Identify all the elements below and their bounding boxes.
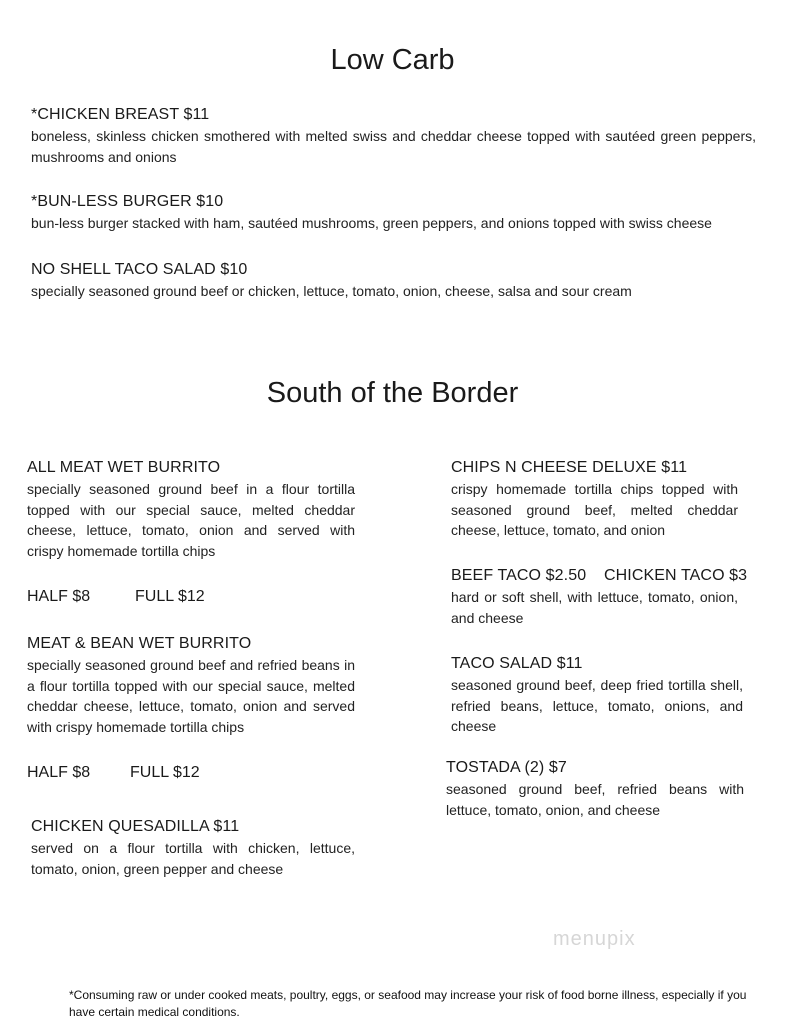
menu-item-tostada [446, 759, 744, 820]
item-description: specially seasoned ground beef or chicken, lettuce, tomato, onion, cheese, salsa and sour cream [31, 283, 632, 299]
item-name: *BUN-LESS BURGER $10 [31, 193, 224, 210]
item-name: TOSTADA (2) $7 [446, 759, 567, 776]
item-name: NO SHELL TACO SALAD $10 [31, 261, 248, 278]
chicken-taco-label: CHICKEN TACO $3 [604, 567, 748, 584]
menu-item-chicken-quesadilla [31, 818, 355, 879]
menu-item-tacos [451, 567, 748, 628]
item-name: ALL MEAT WET BURRITO [27, 459, 221, 476]
menu-item-bunless-burger [31, 193, 761, 234]
low-carb-title: Low Carb [330, 44, 455, 76]
item-description: specially seasoned ground beef in a flour tortilla topped with our special sauce, melted cheddar cheese, lettuce, tomato, onion and served with crispy homemade tortilla chips [27, 481, 355, 559]
menupix-watermark: menupix [553, 928, 636, 950]
half-price: HALF $8 [27, 588, 91, 605]
item-description: seasoned ground beef, refried beans with lettuce, tomato, onion, and cheese [446, 781, 744, 818]
item-name: MEAT & BEAN WET BURRITO [27, 635, 252, 652]
menu-item-chicken-breast [31, 106, 756, 167]
item-description: bun-less burger stacked with ham, sautéed mushrooms, green peppers, and onions topped with swiss cheese [31, 215, 712, 231]
food-safety-disclaimer: *Consuming raw or under cooked meats, poultry, eggs, or seafood may increase your risk of food borne illness, especially if you have certain medical conditions. [69, 988, 747, 1019]
price-options [27, 764, 200, 782]
menu-item-taco-salad [451, 655, 743, 737]
full-price: FULL $12 [135, 588, 205, 605]
item-description: served on a flour tortilla with chicken, lettuce, tomato, onion, green pepper and cheese [31, 840, 355, 877]
item-name: TACO SALAD $11 [451, 655, 583, 672]
item-name: CHICKEN QUESADILLA $11 [31, 818, 240, 835]
item-description: seasoned ground beef, deep fried tortilla shell, refried beans, lettuce, tomato, onions, and cheese [451, 677, 743, 734]
menu-item-no-shell-taco-salad [31, 261, 761, 302]
price-options [27, 588, 205, 606]
menu-item-meat-bean-wet-burrito [27, 635, 355, 737]
south-of-border-title: South of the Border [266, 377, 519, 409]
beef-taco-label: BEEF TACO $2.50 [451, 567, 587, 584]
item-name: *CHICKEN BREAST $11 [31, 106, 210, 123]
item-description: specially seasoned ground beef and refried beans in a flour tortilla topped with our special sauce, melted cheddar cheese, lettuce, tomato, onion and served with crispy homemade tortilla chips [27, 657, 355, 735]
half-price: HALF $8 [27, 764, 91, 781]
item-description: boneless, skinless chicken smothered with melted swiss and cheddar cheese topped with sautéed green peppers, mushrooms and onions [31, 128, 756, 165]
item-description: crispy homemade tortilla chips topped with seasoned ground beef, melted cheddar cheese, lettuce, tomato, and onion [451, 481, 738, 538]
menu-item-chips-n-cheese-deluxe [451, 459, 738, 541]
item-description: hard or soft shell, with lettuce, tomato, onion, and cheese [451, 589, 738, 626]
item-name: CHIPS N CHEESE DELUXE $11 [451, 459, 688, 476]
item-name [451, 567, 748, 585]
menu-item-all-meat-wet-burrito [27, 459, 355, 561]
full-price: FULL $12 [130, 764, 200, 781]
